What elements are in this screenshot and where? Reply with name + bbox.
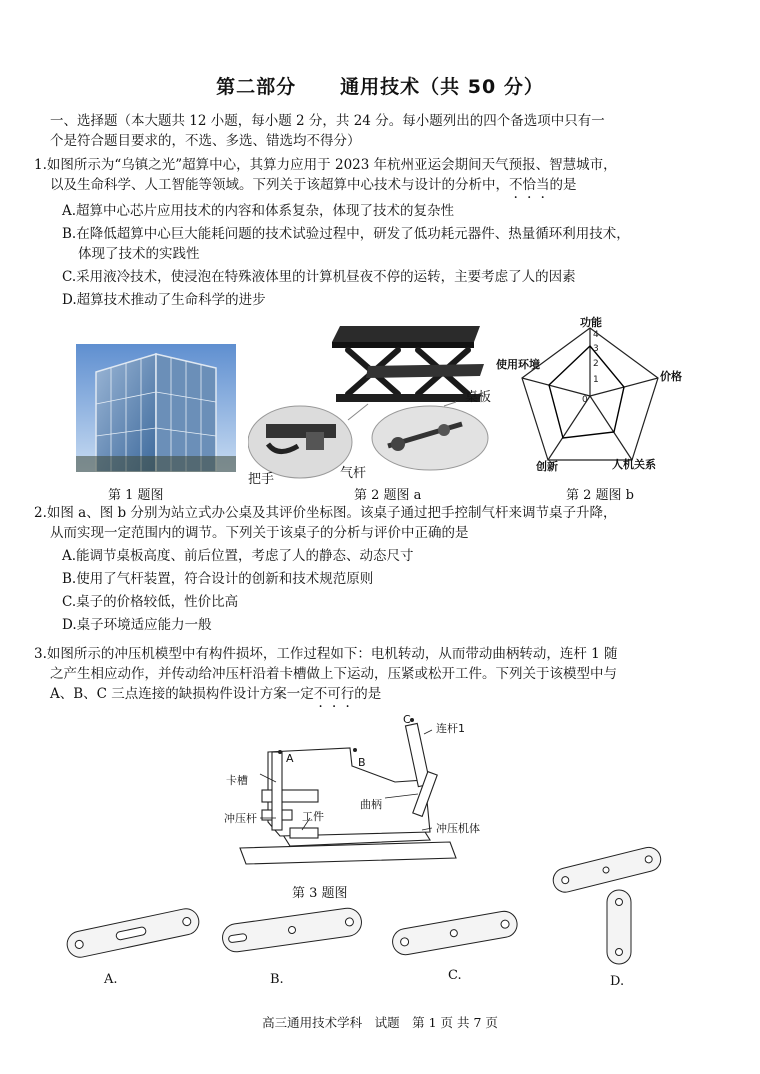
q1-emphasis-1: 不 [509, 177, 523, 193]
section-line-1: 一、选择题（本大题共 12 小题，每小题 2 分，共 24 分。每小题列出的四个备选项中只有一 [50, 113, 605, 129]
fig2a-label-rod: 气杆 [340, 466, 367, 481]
q3-stem-line-1: 3.如图所示的冲压机模型中有构件损坏，工作过程如下：电机转动，从而带动曲柄转动，连杆 1 随 [34, 646, 618, 662]
fig3-label-b: B [358, 756, 366, 769]
fig3-label-body: 冲压机体 [436, 822, 480, 835]
q3-stem-end: 的是 [354, 686, 382, 702]
option-b-component [218, 898, 366, 962]
q2-option-d: D.桌子环境适应能力一般 [62, 617, 212, 633]
radar-tick-4: 4 [593, 330, 599, 340]
question-3 [34, 644, 618, 704]
fig3-label-workpiece: 工件 [302, 810, 324, 823]
q3-emphasis-3: 行 [340, 686, 355, 702]
question-2 [34, 503, 616, 635]
radar-label-innovation: 创新 [536, 460, 558, 473]
page-footer: 高三通用技术学科 试题 第 1 页 共 7 页 [262, 1015, 498, 1030]
option-a-label: A. [104, 972, 118, 987]
q1-option-d: D.超算技术推动了生命科学的进步 [62, 292, 266, 308]
q3-emphasis-1: 不 [313, 686, 328, 702]
q1-stem-end: 的是 [549, 177, 577, 193]
q2-stem-line-1: 2.如图 a、图 b 分别为站立式办公桌及其评价坐标图。该桌子通过把手控制气杆来调节桌子升降， [34, 505, 617, 521]
q1-option-c: C.采用液冷技术，使浸泡在特殊液体里的计算机昼夜不停的运转，主要考虑了人的因素 [62, 269, 576, 285]
radar-tick-0: 0 [582, 395, 588, 405]
fig3-label-press-rod: 冲压杆 [224, 812, 257, 825]
q2-stem-line-2: 从而实现一定范围内的调节。下列关于该桌子的分析与评价中正确的是 [50, 525, 469, 541]
fig3-label-slot: 卡槽 [226, 774, 248, 787]
fig3-label-crank: 曲柄 [360, 798, 382, 811]
radar-label-environment: 使用环境 [496, 358, 540, 371]
q2-option-b: B.使用了气杆装置，符合设计的创新和技术规范原则 [62, 571, 374, 587]
option-d-label: D. [610, 974, 625, 989]
figure-3-caption: 第 3 题图 [292, 886, 348, 901]
radar-tick-3: 3 [593, 344, 599, 354]
q2-option-a: A.能调节桌板高度、前后位置，考虑了人的静态、动态尺寸 [62, 548, 414, 564]
radar-label-price: 价格 [660, 370, 682, 383]
q3-stem-line-3 [34, 684, 618, 704]
fig2a-label-desk: 桌板 [465, 390, 492, 405]
option-c-component [388, 904, 522, 964]
radar-tick-1: 1 [593, 375, 599, 385]
q1-emphasis-2: 恰 [522, 177, 536, 193]
radar-label-ergonomics: 人机关系 [612, 458, 656, 471]
q1-emphasis-3: 当 [536, 177, 550, 193]
figure-2b-caption: 第 2 题图 b [566, 488, 634, 503]
option-a-component [60, 898, 206, 968]
figure-1-building-photo [76, 344, 236, 472]
q1-option-b-line-2: 体现了技术的实践性 [78, 246, 200, 262]
option-c-label: C. [448, 968, 462, 983]
figure-1-caption: 第 1 题图 [108, 488, 164, 503]
q3-stem-text: A、B、C 三点连接的缺损构件设计方案一定 [50, 686, 314, 702]
q2-option-c: C.桌子的价格较低，性价比高 [62, 594, 239, 610]
section-instructions [50, 111, 605, 151]
figure-2b-radar-chart [500, 318, 710, 478]
page-title [0, 72, 760, 99]
q1-option-b-line-1: B.在降低超算中心巨大能耗问题的技术试验过程中，研发了低功耗元器件、热量循环利用技术， [62, 226, 630, 242]
q1-option-a: A.超算中心芯片应用技术的内容和体系复杂，体现了技术的复杂性 [62, 203, 455, 219]
section-line-2: 个是符合题目要求的，不选、多选、错选均不得分） [50, 133, 361, 149]
radar-tick-2: 2 [593, 359, 599, 369]
subject-label: 通用技术（共 50 分） [340, 76, 544, 98]
part-label: 第二部分 [216, 76, 297, 98]
option-d-component [548, 840, 666, 970]
question-1 [34, 155, 630, 310]
q1-stem-line-2 [34, 175, 630, 195]
fig3-label-c: C [403, 713, 411, 726]
q3-emphasis-2: 可 [327, 686, 341, 702]
q1-stem-text: 以及生命科学、人工智能等领域。下列关于该超算中心技术与设计的分析中， [50, 177, 509, 193]
fig3-label-a: A [286, 752, 294, 765]
figure-3-press-machine [220, 712, 490, 878]
fig3-label-link1: 连杆1 [436, 722, 465, 735]
radar-label-function: 功能 [580, 316, 602, 329]
q1-stem-line-1: 1.如图所示为“乌镇之光”超算中心，其算力应用于 2023 年杭州亚运会期间天气预报、智慧城市， [34, 157, 617, 173]
q3-stem-line-2: 之产生相应动作，并传动给冲压杆沿着卡槽做上下运动，压紧或松开工件。下列关于该模型中与 [50, 666, 617, 682]
option-b-label: B. [270, 972, 284, 987]
fig2a-label-handle: 把手 [248, 472, 275, 487]
figure-2a-standing-desk [248, 320, 494, 480]
figure-2a-caption: 第 2 题图 a [354, 488, 422, 503]
